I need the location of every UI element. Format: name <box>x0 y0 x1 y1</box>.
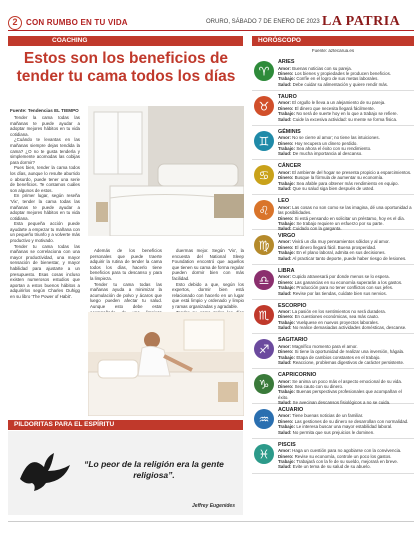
horoscope-sign <box>252 369 414 404</box>
forecast-text: Evite un tema de su salud de su abuelo. <box>292 464 371 470</box>
sign-name: VIRGO <box>278 232 296 239</box>
forecast-label: Amor: <box>278 169 291 175</box>
forecast-text: Buenas noticias con su pareja. <box>292 65 352 71</box>
page-number: 2 <box>8 16 22 30</box>
woman-making-bed-photo <box>88 312 244 416</box>
forecast-label: Amor: <box>278 448 291 454</box>
forecast-text: Sea cauto con su dinero. <box>294 384 344 390</box>
forecast-text: Se avecinan descansos fisiológicos a no se cuida. <box>292 400 391 406</box>
forecast-text: En el plano laboral, admita en sus decisiones. <box>296 250 386 256</box>
forecast-label: Salud: <box>278 255 292 261</box>
sign-forecast <box>278 448 412 470</box>
forecast-label: Salud: <box>278 226 292 232</box>
forecast-text: Haga un cuestión para no agobiarse con la convivencia. <box>292 448 402 454</box>
paragraph: Tender la cama todas las mañanas te puede ayudar a adoptar mejores hábitos en tu vida cotidiana. <box>10 115 80 137</box>
sign-forecast <box>278 170 412 192</box>
bedroom-photo <box>88 106 244 236</box>
forecast-text: Revise por las tiendas, cuídate bien sus nervios. <box>292 290 387 296</box>
forecast-label: Dinero: <box>278 175 294 181</box>
forecast-text: El orgullo le lleva a un alejamiento de su pareja. <box>292 100 386 106</box>
forecast-label: Dinero: <box>278 279 294 285</box>
forecast-text: Confíe en el logro de sus metas laborales. <box>296 76 379 82</box>
sign-name: TAURO <box>278 93 297 100</box>
page-footer-rule <box>8 521 414 522</box>
sign-name: ACUARIO <box>278 406 304 413</box>
svg-text:♓: ♓ <box>258 447 270 462</box>
forecast-salud <box>278 360 412 365</box>
forecast-label: Dinero: <box>278 314 294 320</box>
forecast-label: Dinero: <box>278 349 294 355</box>
forecast-text: No se cierre al amor; no tiene las intuiciones. <box>292 135 380 141</box>
zodiac-sign-icon <box>254 409 274 429</box>
quote-author: Jeffrey Eugenides <box>192 503 235 509</box>
forecast-text: Etapa de cambios constantes en el trabajo. <box>296 354 381 360</box>
forecast-label: Dinero: <box>278 105 294 111</box>
forecast-label: Salud: <box>278 81 292 87</box>
svg-text:♑: ♑ <box>258 377 270 392</box>
forecast-text: Le interesa buscar una mayor estabilidad laboral. <box>296 424 393 430</box>
forecast-text: No será de suerte hoy en lo que a trabajo se refiere. <box>296 111 398 117</box>
article-byline: Fuente: Tendencias EL TIEMPO <box>10 108 79 113</box>
paragraph: Tender tu cama todas las mañanas ayuda a minimizar la acumulación de polvo y ácaros que luego pueden afectar tu salud. Aunque esto debe estar <box>90 281 162 309</box>
zodiac-sign-icon <box>254 374 274 394</box>
forecast-text: Cupido atravesará por donde menos se lo espera. <box>292 274 390 280</box>
forecast-text: El ambiente del hogar se presenta propicio a esparcimientos. <box>292 169 412 175</box>
sign-forecast <box>278 205 412 232</box>
sign-forecast <box>278 344 412 366</box>
forecast-label: Dinero: <box>278 70 294 76</box>
sign-forecast <box>278 379 412 406</box>
svg-text:♍: ♍ <box>258 238 270 253</box>
forecast-text: El dinero llegará fácil. Buena prosperidad. <box>294 244 377 250</box>
forecast-text: Cuide la excesiva actividad: su mente se forma física. <box>292 116 398 122</box>
horoscope-sign <box>252 265 414 300</box>
svg-text:♏: ♏ <box>258 308 270 323</box>
forecast-label: Amor: <box>278 274 291 280</box>
svg-text:♋: ♋ <box>258 168 270 183</box>
horoscope-sign <box>252 334 414 369</box>
forecast-text: Se trabajo requiere un esfuerzo por su parte. <box>296 220 384 226</box>
forecast-label: Salud: <box>278 186 292 192</box>
forecast-label: Dinero: <box>278 244 294 250</box>
forecast-label: Dinero: <box>278 384 294 390</box>
forecast-label: Dinero: <box>278 418 294 424</box>
sign-name: CAPRICORNIO <box>278 372 317 379</box>
sign-name: CÁNCER <box>278 163 302 170</box>
forecast-label: Dinero: <box>278 140 294 146</box>
forecast-label: Amor: <box>278 309 291 315</box>
forecast-label: Trabajo: <box>278 145 296 151</box>
forecast-text: Si está pensando en solicitar un préstamo, hoy es el día. <box>294 215 405 221</box>
forecast-label: Salud: <box>278 360 292 366</box>
svg-text:♉: ♉ <box>258 99 270 114</box>
zodiac-sign-icon <box>254 165 274 185</box>
paragraph: duermas mejor. Según 'Vix', la encuesta del National Sleep Foundation encontró que aquellos que tienen su cama de forma regular pueden dormir bien con más facilidad. <box>172 248 244 281</box>
forecast-label: Salud: <box>278 400 292 406</box>
horoscope-sign <box>252 91 414 126</box>
svg-text:♌: ♌ <box>258 203 270 218</box>
horoscope-sign <box>252 195 414 230</box>
forecast-text: Las ganancias en su economía superarán a los gastos. <box>294 279 403 285</box>
forecast-text: Vuelquese en nuevos proyectos laborales. <box>296 319 379 325</box>
forecast-text: Vivirá un día muy pensamientos sólidos y al amor. <box>292 239 390 245</box>
forecast-label: Salud: <box>278 116 292 122</box>
newspaper-logo: LA PATRIA <box>322 14 401 29</box>
forecast-text: Busque la fórmula de aumentar su economía. <box>294 175 384 181</box>
forecast-label: Trabajo: <box>278 354 296 360</box>
forecast-label: Amor: <box>278 100 291 106</box>
sign-name: GÉMINIS <box>278 128 301 135</box>
horoscope-sign <box>252 300 414 335</box>
horoscope-sign <box>252 230 414 265</box>
paragraph: En primer lugar, según reseña 'Vix', tender la cama todas las mañanas te puede ayudar a adoptar mejores hábitos en tu vida cotidiana. <box>10 193 80 221</box>
forecast-label: Amor: <box>278 135 291 141</box>
forecast-salud <box>278 256 412 261</box>
forecast-text: No realice demasiadas actividades domésticas, descanse. <box>292 325 407 331</box>
forecast-label: Salud: <box>278 464 292 470</box>
page-header <box>0 0 420 32</box>
svg-text:♎: ♎ <box>258 273 270 288</box>
forecast-label: Trabajo: <box>278 285 296 291</box>
forecast-salud <box>278 325 412 330</box>
header-rule <box>8 30 414 31</box>
zodiac-sign-icon <box>254 305 274 325</box>
forecast-text: La pasión en los sentimientos no será duradera. <box>292 309 386 315</box>
horoscope-sign <box>252 404 414 439</box>
article-headline: Estos son los beneficios de tender tu cama todos los días <box>16 50 236 85</box>
forecast-text: Las cosas no son como se las imagina, dé una oportunidad a las posibilidades. <box>278 204 412 216</box>
paragraph: ¿Cuándo te levantas en las mañanas siempre dejas tendida la cama? ¿O no te gusta tenderla y simplemente acomodas las cobijas para dormir? <box>10 137 80 165</box>
sign-forecast <box>278 66 412 88</box>
paragraph: Esto debido a que, según los expertos, dormir bien está relacionado con hacerlo en un lugar que está limpio y ordenado y limpio y ramas organizadas y agradable. <box>172 281 244 309</box>
paragraph: Esta pequeña acción puede ayudarte a empezar tu mañana con un pequeño triunfo y a volverte más productivo y motivado. <box>10 221 80 244</box>
horoscope-section-tag: HORÓSCOPO <box>252 36 414 46</box>
sign-forecast <box>278 274 412 296</box>
zodiac-sign-icon <box>254 339 274 359</box>
horoscope-sign <box>252 160 414 195</box>
forecast-label: Amor: <box>278 413 291 419</box>
forecast-text: Sea ahora el éxito con su rendimiento. <box>296 145 372 151</box>
paragraph: Pues bien, tender la cama todos los días, aunque lo resulte aburrido o absurdo, puede tener una serie de beneficios. Te contamos cuáles son algunos de estos. <box>10 165 80 193</box>
forecast-text: No permita que sus prejuicios le dominen. <box>292 429 375 435</box>
forecast-text: Buenas perspectivas profesionales que acompañan el éxito. <box>278 389 402 400</box>
quote-text: “Lo peor de la religión era la gente religiosa”. <box>84 459 224 480</box>
zodiac-sign-icon <box>254 235 274 255</box>
coaching-section-tag: COACHING <box>8 36 243 46</box>
forecast-text: El dinero que necesita llegará fácilmente. <box>294 105 375 111</box>
forecast-text: Trabajará con la fe de su sueldo, mejorará en breve. <box>296 459 399 465</box>
forecast-label: Amor: <box>278 343 291 349</box>
forecast-label: Dinero: <box>278 215 294 221</box>
forecast-label: Salud: <box>278 325 292 331</box>
zodiac-sign-icon <box>254 200 274 220</box>
forecast-label: Trabajo: <box>278 220 296 226</box>
sign-forecast <box>278 413 412 435</box>
forecast-text: Que su salud siga bien después de usted. <box>292 186 375 192</box>
horoscope-sign <box>252 126 414 161</box>
forecast-text: Si tiene la oportunidad de realizar una inversión, hágala. <box>294 349 405 355</box>
forecast-label: Amor: <box>278 378 291 384</box>
forecast-text: Debe cuidar su alimentación y quiere rendir más. <box>292 81 389 87</box>
forecast-label: Trabajo: <box>278 319 296 325</box>
forecast-text: Se anima un poco más el aspecto emocional de su vida. <box>292 378 403 384</box>
forecast-label: Trabajo: <box>278 459 296 465</box>
sign-name: ESCORPIO <box>278 302 307 309</box>
forecast-salud <box>278 117 412 122</box>
sign-name: LIBRA <box>278 267 295 274</box>
forecast-salud <box>278 186 412 191</box>
forecast-label: Trabajo: <box>278 180 296 186</box>
forecast-text: Al practicar tanto deporte, puede haber riesgo de lesiones. <box>292 255 407 261</box>
forecast-label: Trabajo: <box>278 76 296 82</box>
sign-forecast <box>278 135 412 157</box>
pildoritas-section-tag: PILDORITAS PARA EL ESPÍRITU <box>8 420 243 430</box>
forecast-text: Magnífico momento para el amor. <box>292 343 358 349</box>
sign-forecast <box>278 309 412 331</box>
horoscope-source: Fuente: aztecarua.es <box>311 48 355 53</box>
forecast-amor <box>278 205 412 216</box>
article-column-1 <box>10 115 80 415</box>
forecast-text: Sea afable para obtener más rendimiento en equipo. <box>296 180 399 186</box>
dove-icon <box>16 449 74 493</box>
horoscope-list <box>252 56 414 474</box>
svg-text:♊: ♊ <box>258 134 270 149</box>
forecast-text: De mucha importancia al descanso. <box>292 151 363 157</box>
forecast-label: Salud: <box>278 429 292 435</box>
sign-forecast <box>278 239 412 261</box>
forecast-label: Amor: <box>278 65 291 71</box>
forecast-text: Producción para no tener conflictos con sus jefes. <box>296 285 394 291</box>
forecast-text: Cuidado con la garganta. <box>292 226 342 232</box>
forecast-label: Trabajo: <box>278 111 296 117</box>
paragraph: Tender tu cama todas las mañanas se correlaciona con una mayor productividad, una mayor sensación de bienestar, y mayor habilidad para ajustarte a un presupuesto. Esas cosas incluso existen numerosos estudios que aportan a estos buenos hábitos a adquirirlos según Charles Duhigg en su libro 'The Power of Habit'. <box>10 243 80 299</box>
zodiac-sign-icon <box>254 96 274 116</box>
forecast-label: Trabajo: <box>278 424 296 430</box>
dateline: ORURO, SÁBADO 7 DE ENERO DE 2023 <box>206 19 320 25</box>
forecast-label: Trabajo: <box>278 389 296 395</box>
forecast-text: Tiene buenas noticias de un familiar. <box>292 413 364 419</box>
forecast-text: Los bienes y propiedades le producen beneficios. <box>294 70 392 76</box>
zodiac-sign-icon <box>254 61 274 81</box>
sign-name: PISCIS <box>278 441 296 448</box>
forecast-text: Revise su economía, controle un poco los gastos. <box>294 453 392 459</box>
forecast-label: Trabajo: <box>278 250 296 256</box>
forecast-salud <box>278 291 412 296</box>
forecast-salud <box>278 82 412 87</box>
forecast-text: Reaccione, problemas digestivos de carácter persistente. <box>292 360 405 366</box>
forecast-label: Amor: <box>278 239 291 245</box>
forecast-text: En cuestiones económicas, sea más cauto. <box>294 314 380 320</box>
sign-name: SAGITARIO <box>278 337 308 344</box>
svg-text:♒: ♒ <box>258 412 270 427</box>
sign-name: ARIES <box>278 59 295 65</box>
forecast-salud <box>278 151 412 156</box>
forecast-label: Amor: <box>278 204 291 210</box>
paragraph: Además de los beneficios personales que puede traerte adquirir la rutina de tender la cama todos los días, hacerlo tiene beneficios para tu descanso y para la limpieza. <box>90 248 162 281</box>
quote-box <box>8 431 243 515</box>
zodiac-sign-icon <box>254 131 274 151</box>
forecast-salud <box>278 430 412 435</box>
zodiac-sign-icon <box>254 444 274 464</box>
svg-text:♈: ♈ <box>258 64 270 79</box>
sign-forecast <box>278 100 412 122</box>
forecast-salud <box>278 464 412 469</box>
horoscope-sign <box>252 56 414 91</box>
forecast-label: Salud: <box>278 151 292 157</box>
zodiac-sign-icon <box>254 270 274 290</box>
forecast-text: Las gestiones de su dinero se desarrollan con normalidad. <box>294 418 409 424</box>
horoscope-sign <box>252 439 414 474</box>
forecast-label: Dinero: <box>278 453 294 459</box>
sign-name: LEO <box>278 198 290 205</box>
forecast-label: Salud: <box>278 290 292 296</box>
forecast-text: Hoy recupera un dinero perdido. <box>294 140 358 146</box>
section-title: CON RUMBO EN TU VIDA <box>26 18 128 27</box>
forecast-trabajo <box>278 389 412 400</box>
svg-text:♐: ♐ <box>258 342 270 357</box>
